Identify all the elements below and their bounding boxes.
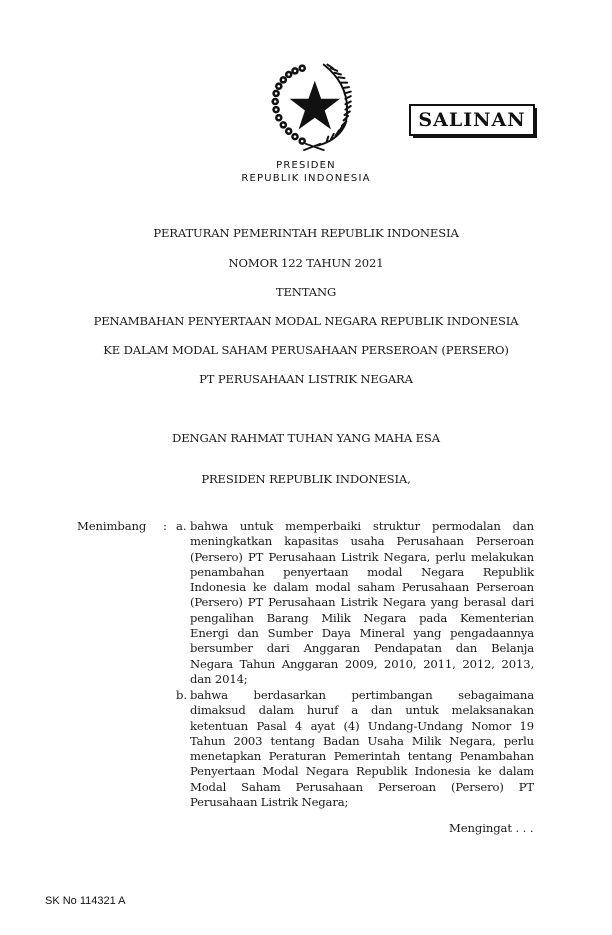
consideration-line: Penyertaan Modal Negara Republik Indonesia ke dalam	[190, 764, 534, 779]
consideration-letter-b: b.	[176, 688, 188, 702]
regulation-subject-line2: KE DALAM MODAL SAHAM PERUSAHAAN PERSEROAN (PERSERO)	[103, 343, 509, 357]
consideration-line: meningkatkan kapasitas usaha Perusahaan Perseroan	[190, 534, 534, 549]
consideration-line: dimaksud dalam huruf a dan untuk melaksanakan	[190, 703, 534, 718]
continuation-catchword: Mengingat . . .	[449, 821, 534, 835]
consideration-line: Tahun 2003 tentang Badan Usaha Milik Negara, perlu	[190, 733, 534, 748]
consideration-line: pengalihan Barang Milik Negara pada Kementerian	[190, 610, 534, 625]
consideration-line: Modal Saham Perusahaan Perseroan (Persero) PT	[190, 779, 534, 794]
consideration-line: bahwa berdasarkan pertimbangan sebagaimana	[190, 688, 534, 702]
considerations-separator: :	[163, 519, 167, 533]
consideration-line: Perusahaan Listrik Negara;	[190, 795, 349, 810]
considerations-label: Menimbang	[77, 519, 147, 533]
office-line-presiden: PRESIDEN	[276, 160, 336, 171]
consideration-line: (Persero) PT Perusahaan Listrik Negara, perlu melakukan	[190, 549, 534, 564]
consideration-item-a	[190, 519, 534, 687]
consideration-line: (Persero) PT Perusahaan Listrik Negara yang berasal dari	[190, 595, 534, 610]
salinan-stamp: SALINAN	[409, 104, 535, 136]
consideration-line: penambahan penyertaan modal Negara Republik	[190, 564, 534, 579]
invocation: DENGAN RAHMAT TUHAN YANG MAHA ESA	[172, 431, 440, 445]
consideration-line: dan 2014;	[190, 671, 248, 686]
consideration-letter-a: a.	[176, 519, 187, 533]
garuda-star-wreath-emblem-icon	[268, 60, 358, 152]
consideration-line: bersumber dari Anggaran Pendapatan dan Belanja	[190, 641, 534, 656]
regulation-subject-line1: PENAMBAHAN PENYERTAAN MODAL NEGARA REPUBLIK INDONESIA	[93, 314, 519, 328]
regulation-type: PERATURAN PEMERINTAH REPUBLIK INDONESIA	[153, 226, 459, 240]
regulation-subject-line3: PT PERUSAHAAN LISTRIK NEGARA	[199, 372, 413, 386]
consideration-line: Energi dan Sumber Daya Mineral yang pengadaannya	[190, 626, 534, 641]
consideration-line: bahwa untuk memperbaiki struktur permodalan dan	[190, 519, 534, 533]
consideration-line: menetapkan Peraturan Pemerintah tentang Penambahan	[190, 749, 534, 764]
consideration-line: ketentuan Pasal 4 ayat (4) Undang-Undang Nomor 19	[190, 718, 534, 733]
authority: PRESIDEN REPUBLIK INDONESIA,	[201, 472, 411, 486]
office-line-republik: REPUBLIK INDONESIA	[241, 173, 371, 184]
regulation-about: TENTANG	[275, 285, 337, 299]
office-header	[0, 159, 612, 185]
consideration-line: Negara Tahun Anggaran 2009, 2010, 2011, 2012, 2013,	[190, 656, 534, 671]
consideration-item-b	[190, 688, 534, 810]
sk-number: SK No 114321 A	[45, 895, 126, 907]
consideration-line: Indonesia ke dalam modal saham Perusahaan Perseroan	[190, 580, 534, 595]
regulation-number-year: NOMOR 122 TAHUN 2021	[228, 256, 384, 270]
